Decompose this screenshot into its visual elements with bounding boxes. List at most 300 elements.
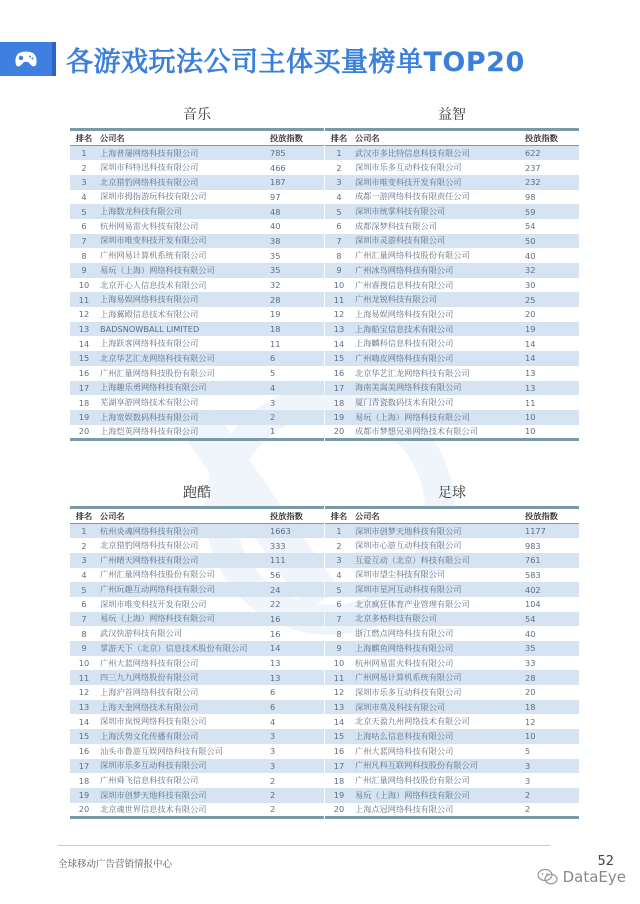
rank-cell: 6 <box>336 221 342 232</box>
company-cell: 四三九九网络股份有限公司 <box>98 670 268 685</box>
rank-cell: 13 <box>70 700 98 715</box>
table-row <box>325 307 579 322</box>
table-row <box>325 234 579 249</box>
rank-cell: 11 <box>70 292 98 307</box>
index-cell: 1663 <box>268 524 324 539</box>
company-cell: 广州嗨皮网络科技有限公司 <box>353 351 523 366</box>
table-parkour <box>70 482 324 819</box>
rank-cell: 17 <box>70 759 98 774</box>
index-cell: 5 <box>525 746 531 757</box>
column-header-company: 公司名 <box>353 508 523 524</box>
rank-cell: 14 <box>333 716 345 727</box>
table-row <box>70 700 324 715</box>
table-row <box>325 700 579 715</box>
index-cell: 56 <box>270 569 281 580</box>
column-header-index: 投放指数 <box>523 508 579 524</box>
table-row <box>325 597 579 612</box>
company-cell: 深圳市心游互动科技有限公司 <box>355 540 462 551</box>
table-row <box>70 612 324 627</box>
table-title: 音乐 <box>183 107 211 123</box>
table-row <box>325 219 579 234</box>
index-cell: 785 <box>268 146 324 161</box>
table-row <box>70 146 324 161</box>
company-cell: 广州汇量网络科技股份有限公司 <box>100 367 215 378</box>
rank-cell: 8 <box>81 250 87 261</box>
table-row <box>70 234 324 249</box>
index-cell: 32 <box>523 263 579 278</box>
table-row <box>325 788 579 803</box>
index-cell: 54 <box>525 221 536 232</box>
rank-cell: 12 <box>78 309 90 320</box>
index-cell: 24 <box>268 582 324 597</box>
index-cell: 2 <box>270 804 276 815</box>
rank-cell: 9 <box>325 263 353 278</box>
index-cell: 25 <box>523 292 579 307</box>
company-cell: 深圳市莫及科技有限公司 <box>353 700 523 715</box>
index-cell: 111 <box>268 553 324 568</box>
page-title: 各游戏玩法公司主体买量榜单TOP20 <box>66 46 525 78</box>
index-cell: 20 <box>525 687 536 698</box>
table-row <box>70 160 324 175</box>
table-title: 益智 <box>438 107 466 123</box>
rank-cell: 1 <box>70 146 98 161</box>
company-cell: 北京猎豹网络科技有限公司 <box>100 540 199 551</box>
rank-cell: 10 <box>78 280 90 291</box>
index-cell: 40 <box>525 628 536 639</box>
company-cell: 广州大蓝网络科技有限公司 <box>355 745 454 756</box>
index-cell: 232 <box>523 175 579 190</box>
rank-cell: 15 <box>70 351 98 366</box>
index-cell: 2 <box>270 775 276 786</box>
rank-cell: 17 <box>325 759 353 774</box>
rank-cell: 12 <box>333 309 345 320</box>
company-cell: 上海易娱网络科技有限公司 <box>355 308 454 319</box>
company-cell: 广州网易计算机系统有限公司 <box>353 670 523 685</box>
table-row <box>70 395 324 410</box>
index-cell: 466 <box>270 162 286 173</box>
footer-org: 全球移动广告营销情报中心 <box>58 859 173 870</box>
page-header <box>0 42 525 76</box>
company-cell: 武汉快游科技有限公司 <box>100 628 182 639</box>
rank-cell: 2 <box>81 540 87 551</box>
index-cell: 622 <box>523 146 579 161</box>
table-row <box>70 263 324 278</box>
rank-cell: 15 <box>70 729 98 744</box>
company-cell: 深圳市灵游科技有限公司 <box>353 234 523 249</box>
rank-cell: 3 <box>70 175 98 190</box>
table-row <box>325 425 579 440</box>
company-cell: 上海咕么信息科技有限公司 <box>353 729 523 744</box>
rank-cell: 14 <box>78 338 90 349</box>
rank-cell: 6 <box>81 599 87 610</box>
table-music <box>70 104 324 441</box>
company-cell: 上海翼殿信息技术有限公司 <box>100 308 199 319</box>
index-cell: 40 <box>525 250 536 261</box>
rank-cell: 1 <box>325 146 353 161</box>
rank-cell: 6 <box>81 221 87 232</box>
company-cell: 浙江燃点网络科技有限公司 <box>355 628 454 639</box>
table-row <box>325 351 579 366</box>
index-cell: 237 <box>525 162 541 173</box>
rank-cell: 19 <box>325 788 353 803</box>
index-cell: 3 <box>525 775 531 786</box>
index-cell: 97 <box>270 191 281 202</box>
rank-cell: 4 <box>81 569 87 580</box>
company-cell: 广州晴天网络科技有限公司 <box>98 553 268 568</box>
table-row <box>325 263 579 278</box>
table-row <box>325 612 579 627</box>
rank-cell: 16 <box>333 746 345 757</box>
rank-cell: 11 <box>325 292 353 307</box>
company-cell: 上海数龙科技有限公司 <box>98 204 268 219</box>
company-cell: 深圳市乐多互动科技有限公司 <box>98 759 268 774</box>
rank-cell: 20 <box>78 426 90 437</box>
rank-cell: 16 <box>78 746 90 757</box>
column-header-index: 投放指数 <box>268 508 324 524</box>
table-row <box>70 759 324 774</box>
rank-cell: 18 <box>78 397 90 408</box>
rank-cell: 18 <box>333 397 345 408</box>
table-puzzle <box>325 104 579 441</box>
rank-cell: 4 <box>81 191 87 202</box>
index-cell: 2 <box>523 788 579 803</box>
index-cell: 19 <box>270 309 281 320</box>
company-cell: 广州汇量网络科技股份有限公司 <box>100 569 215 580</box>
table-row <box>325 803 579 818</box>
company-cell: 广州龙锐科技有限公司 <box>353 292 523 307</box>
index-cell: 40 <box>270 221 281 232</box>
table-row <box>70 248 324 263</box>
company-cell: 北京魂世界信息技术有限公司 <box>100 803 207 814</box>
company-cell: 易玩（上海）网络科技有限公司 <box>353 788 523 803</box>
index-cell: 3 <box>523 759 579 774</box>
table-row <box>325 322 579 337</box>
company-cell: 成都深梦科技有限公司 <box>355 220 437 231</box>
index-cell: 583 <box>525 569 541 580</box>
company-cell: 上海普屡网络科技有限公司 <box>98 146 268 161</box>
table-row <box>325 160 579 175</box>
column-header-company: 公司名 <box>98 508 268 524</box>
index-cell: 6 <box>268 700 324 715</box>
rank-cell: 3 <box>325 175 353 190</box>
table-row <box>70 307 324 322</box>
company-cell: 深圳市拇指游玩科技有限公司 <box>100 191 207 202</box>
company-cell: 杭州网易雷火科技有限公司 <box>355 657 454 668</box>
company-cell: 北京猎豹网络科技有限公司 <box>98 175 268 190</box>
rank-cell: 14 <box>78 716 90 727</box>
table-row <box>325 366 579 381</box>
index-cell: 28 <box>268 292 324 307</box>
table-row <box>325 538 579 553</box>
company-cell: 易玩（上海）网络科技有限公司 <box>98 263 268 278</box>
company-cell: 上海易娱网络科技有限公司 <box>98 292 268 307</box>
rank-cell: 8 <box>336 250 342 261</box>
table-row <box>325 568 579 583</box>
company-cell: 北京多格科技有限公司 <box>353 612 523 627</box>
brand-watermark <box>537 868 626 886</box>
table-row <box>70 278 324 293</box>
table-row <box>325 582 579 597</box>
rank-cell: 5 <box>70 582 98 597</box>
index-cell: 35 <box>268 263 324 278</box>
table-row <box>70 729 324 744</box>
table-row <box>70 685 324 700</box>
company-cell: 深圳市唯变科技开发有限公司 <box>100 598 207 609</box>
rank-cell: 6 <box>336 599 342 610</box>
company-cell: 北京疯狂体育产业管理有限公司 <box>355 598 470 609</box>
rank-cell: 12 <box>78 687 90 698</box>
rank-cell: 17 <box>70 381 98 396</box>
company-cell: 深圳市唯变科技开发有限公司 <box>353 175 523 190</box>
index-cell: 1 <box>270 426 276 437</box>
rank-cell: 20 <box>333 426 345 437</box>
index-cell: 33 <box>525 658 536 669</box>
index-cell: 35 <box>270 250 281 261</box>
rank-cell: 2 <box>336 540 342 551</box>
company-cell: 上海恺英网络科技有限公司 <box>100 425 199 436</box>
company-cell: 广州舜飞信息科技有限公司 <box>100 775 199 786</box>
index-cell: 50 <box>523 234 579 249</box>
company-cell: 杭州炎魂网络科技有限公司 <box>98 524 268 539</box>
company-cell: 广州睿搜信息科技有限公司 <box>355 279 454 290</box>
rank-cell: 17 <box>325 381 353 396</box>
company-cell: 杭州网易雷火科技有限公司 <box>100 220 199 231</box>
rank-cell: 1 <box>325 524 353 539</box>
company-cell: 深圳市科特迅科技有限公司 <box>100 162 199 173</box>
index-cell: 59 <box>523 204 579 219</box>
column-header-rank: 排名 <box>70 130 98 146</box>
company-cell: 深圳市岚悦网络科技有限公司 <box>100 716 207 727</box>
table-row <box>70 803 324 818</box>
page-number: 52 <box>597 854 614 869</box>
rank-cell: 8 <box>81 628 87 639</box>
table-row <box>70 641 324 656</box>
table-row <box>325 641 579 656</box>
index-cell: 2 <box>268 410 324 425</box>
rank-cell: 9 <box>70 641 98 656</box>
rank-cell: 15 <box>325 729 353 744</box>
rank-cell: 2 <box>336 162 342 173</box>
index-cell: 3 <box>268 729 324 744</box>
table-row <box>70 538 324 553</box>
ranking-table <box>325 128 579 441</box>
table-row <box>70 381 324 396</box>
company-cell: 上海船宝信息技术有限公司 <box>353 322 523 337</box>
company-cell: 上海点冠网络科技有限公司 <box>355 803 454 814</box>
rank-cell: 19 <box>325 410 353 425</box>
rank-cell: 11 <box>70 670 98 685</box>
rank-cell: 9 <box>325 641 353 656</box>
table-row <box>325 729 579 744</box>
rank-cell: 13 <box>70 322 98 337</box>
index-cell: 19 <box>523 322 579 337</box>
rank-cell: 5 <box>70 204 98 219</box>
index-cell: 10 <box>523 729 579 744</box>
column-header-rank: 排名 <box>325 130 353 146</box>
company-cell: 北京华艺汇龙网络科技有限公司 <box>98 351 268 366</box>
rank-cell: 8 <box>336 628 342 639</box>
index-cell: 6 <box>270 687 276 698</box>
index-cell: 2 <box>268 788 324 803</box>
company-cell: 上海麒鱼网络科技有限公司 <box>353 641 523 656</box>
index-cell: 2 <box>525 804 531 815</box>
index-cell: 14 <box>523 351 579 366</box>
rank-cell: 5 <box>325 582 353 597</box>
table-row <box>70 190 324 205</box>
company-cell: 广州汇量网络科技股份有限公司 <box>355 250 470 261</box>
index-cell: 11 <box>270 338 281 349</box>
table-row <box>325 626 579 641</box>
brand-name: DataEye <box>562 868 626 886</box>
company-cell: 汕头市鲁游互娱网络科技有限公司 <box>100 745 223 756</box>
index-cell: 402 <box>523 582 579 597</box>
table-row <box>325 336 579 351</box>
rank-cell: 20 <box>78 804 90 815</box>
company-cell: 广州冰鸟网络科技有限公司 <box>353 263 523 278</box>
table-row <box>325 381 579 396</box>
company-cell: 北京华艺汇龙网络科技有限公司 <box>355 367 470 378</box>
table-row <box>70 322 324 337</box>
company-cell: 上海宽娱数码科技有限公司 <box>98 410 268 425</box>
company-cell: 上海麟科信息科技有限公司 <box>355 338 454 349</box>
company-cell: 上海沪首网络科技有限公司 <box>100 686 199 697</box>
index-cell: 14 <box>268 641 324 656</box>
table-row <box>70 597 324 612</box>
company-cell: 深圳市乐多互动科技有限公司 <box>355 686 462 697</box>
rank-cell: 9 <box>70 263 98 278</box>
table-row <box>325 714 579 729</box>
company-cell: 厦门青瓷数码技术有限公司 <box>355 397 454 408</box>
table-row <box>70 670 324 685</box>
rank-cell: 1 <box>70 524 98 539</box>
company-cell: 海南美嵩美网络科技有限公司 <box>353 381 523 396</box>
rank-cell: 4 <box>336 191 342 202</box>
rank-cell: 3 <box>70 553 98 568</box>
table-row <box>325 656 579 671</box>
company-cell: 深圳市创梦天地科技有限公司 <box>98 788 268 803</box>
table-row <box>70 656 324 671</box>
index-cell: 1177 <box>523 524 579 539</box>
index-cell: 3 <box>270 746 276 757</box>
column-header-rank: 排名 <box>325 508 353 524</box>
company-cell: 深圳市唯变科技开发有限公司 <box>98 234 268 249</box>
index-cell: 10 <box>525 426 536 437</box>
table-row <box>70 366 324 381</box>
index-cell: 12 <box>525 716 536 727</box>
company-cell: 广州网易计算机系统有限公司 <box>100 250 207 261</box>
rank-cell: 11 <box>325 670 353 685</box>
rank-cell: 15 <box>325 351 353 366</box>
table-row <box>70 714 324 729</box>
table-row <box>70 568 324 583</box>
index-cell: 104 <box>525 599 541 610</box>
index-cell: 22 <box>270 599 281 610</box>
table-row <box>70 626 324 641</box>
column-header-company: 公司名 <box>353 130 523 146</box>
table-row <box>325 744 579 759</box>
company-cell: 武汉市多比特信息科技有限公司 <box>353 146 523 161</box>
index-cell: 6 <box>268 351 324 366</box>
column-header-rank: 排名 <box>70 508 98 524</box>
table-row <box>325 553 579 568</box>
index-cell: 10 <box>523 410 579 425</box>
table-row <box>325 146 579 161</box>
table-row <box>70 744 324 759</box>
table-row <box>70 582 324 597</box>
index-cell: 14 <box>525 338 536 349</box>
rank-cell: 18 <box>333 775 345 786</box>
index-cell: 16 <box>268 612 324 627</box>
wechat-icon <box>537 868 559 886</box>
company-cell: 北京天盈九州网络技术有限公司 <box>355 716 470 727</box>
table-row <box>325 204 579 219</box>
index-cell: 333 <box>270 540 286 551</box>
index-cell: 20 <box>525 309 536 320</box>
index-cell: 98 <box>525 191 536 202</box>
company-cell: 上海天奎网络技术有限公司 <box>98 700 268 715</box>
index-cell: 13 <box>270 658 281 669</box>
index-cell: 13 <box>268 670 324 685</box>
index-cell: 28 <box>523 670 579 685</box>
rank-cell: 18 <box>78 775 90 786</box>
index-cell: 5 <box>270 368 276 379</box>
rank-cell: 16 <box>333 368 345 379</box>
table-row <box>70 336 324 351</box>
company-cell: 深圳市创梦天地科技有限公司 <box>353 524 523 539</box>
company-cell: 深圳市望尘科技有限公司 <box>355 569 446 580</box>
company-cell: 广州汇量网络科技股份有限公司 <box>355 775 470 786</box>
index-cell: 761 <box>523 553 579 568</box>
company-cell: 成都一游网络科技有限责任公司 <box>355 191 470 202</box>
company-cell: 成都市梦想兄弟网络技术有限公司 <box>355 425 478 436</box>
company-cell: 上海趣乐勇网络科技有限公司 <box>98 381 268 396</box>
table-row <box>325 278 579 293</box>
index-cell: 3 <box>268 759 324 774</box>
table-row <box>70 292 324 307</box>
index-cell: 32 <box>270 280 281 291</box>
index-cell: 4 <box>270 716 276 727</box>
company-cell: 深圳市乐多互动科技有限公司 <box>355 162 462 173</box>
table-row <box>325 759 579 774</box>
column-header-company: 公司名 <box>98 130 268 146</box>
index-cell: 13 <box>523 381 579 396</box>
company-cell: 深圳市星河互动科技有限公司 <box>353 582 523 597</box>
footer-divider <box>58 845 550 846</box>
company-cell: 上海沃势文化传播有限公司 <box>98 729 268 744</box>
rank-cell: 4 <box>336 569 342 580</box>
company-cell: 互爱互动（北京）科技有限公司 <box>353 553 523 568</box>
table-row <box>325 773 579 788</box>
index-cell: 983 <box>525 540 541 551</box>
company-cell: 深圳市统掌科技有限公司 <box>353 204 523 219</box>
company-cell: 广州凡科互联网科技股份有限公司 <box>353 759 523 774</box>
index-cell: 11 <box>525 397 536 408</box>
table-row <box>70 788 324 803</box>
rank-cell: 10 <box>78 658 90 669</box>
index-cell: 18 <box>268 322 324 337</box>
ranking-table <box>70 128 324 441</box>
table-title: 跑酷 <box>183 485 211 501</box>
table-row <box>325 190 579 205</box>
company-cell: 易玩（上海）网络科技有限公司 <box>353 410 523 425</box>
rank-cell: 7 <box>70 234 98 249</box>
rank-cell: 14 <box>333 338 345 349</box>
rank-cell: 12 <box>333 687 345 698</box>
company-cell: 易玩（上海）网络科技有限公司 <box>98 612 268 627</box>
table-row <box>70 524 324 539</box>
ranking-table <box>325 506 579 819</box>
index-cell: 4 <box>268 381 324 396</box>
